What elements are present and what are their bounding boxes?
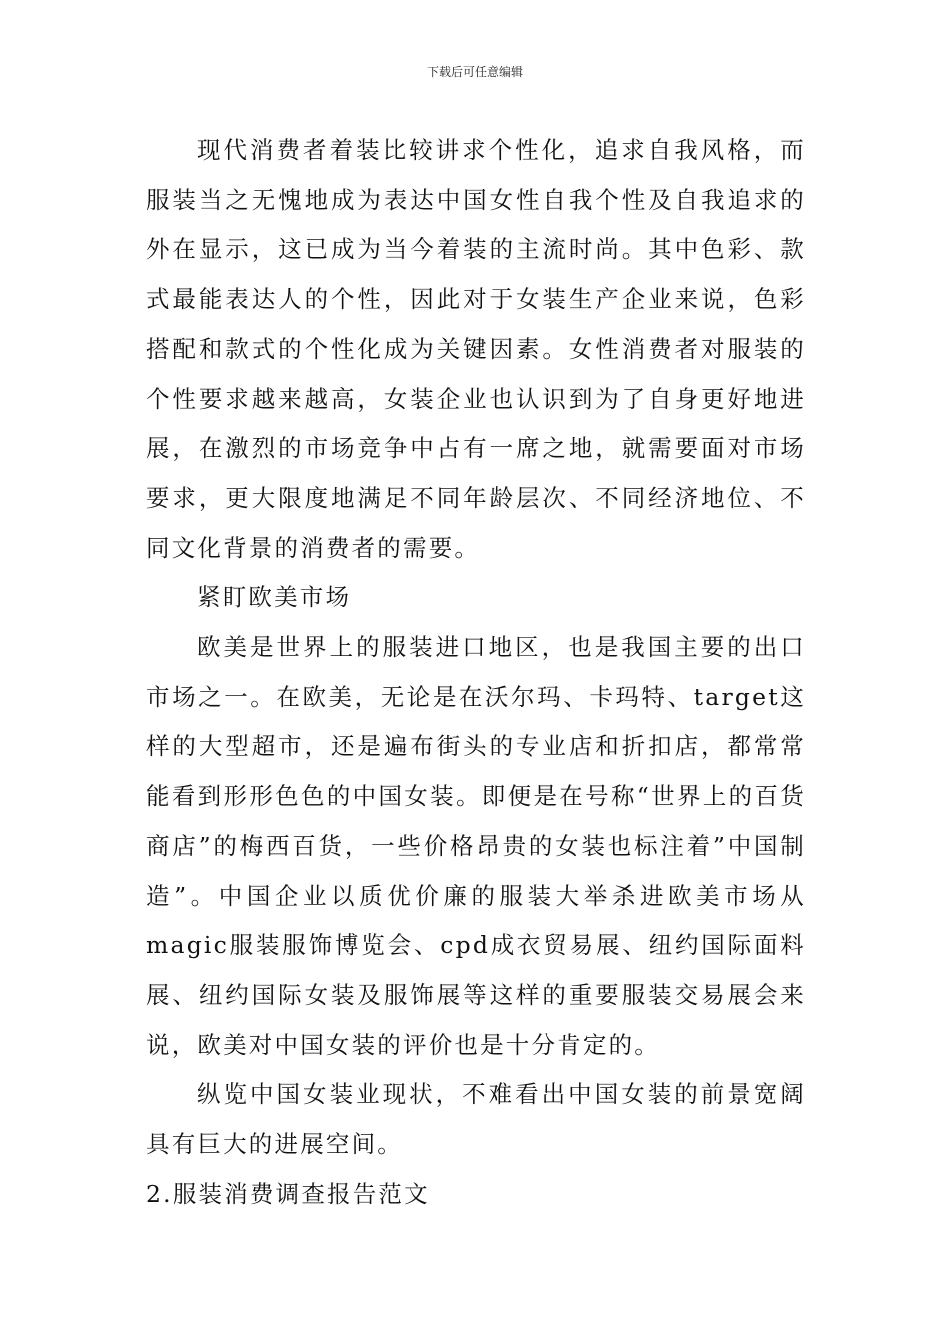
section-heading-survey-report: 2.服装消费调查报告范文 — [146, 1179, 430, 1208]
paragraph-consumer-personalization: 现代消费者着装比较讲求个性化，追求自我风格，而服装当之无愧地成为表达中国女性自我个性及自我追求的外在显示，这已成为当今着装的主流时尚。其中色彩、款式最能表达人的个性，因此对于女装生产企业来说，色彩搭配和款式的个性化成为关键因素。女性消费者对服装的个性要求越来越高，女装企业也认识到为了自身更好地进展，在激烈的市场竞争中占有一席之地，就需要面对市场要求，更大限度地满足不同年龄层次、不同经济地位、不同文化背景的消费者的需要。 — [146, 136, 806, 562]
document-body — [146, 126, 806, 1219]
paragraph-outlook: 纵览中国女装业现状，不难看出中国女装的前景宽阔具有巨大的进展空间。 — [146, 1080, 806, 1159]
section-heading-europe-us-market: 紧盯欧美市场 — [197, 583, 352, 612]
paragraph-europe-us-market: 欧美是世界上的服装进口地区，也是我国主要的出口市场之一。在欧美，无论是在沃尔玛、卡玛特、target这样的大型超市，还是遍布街头的专业店和折扣店，都常常能看到形形色色的中国女装。即便是在号称“世界上的百货商店”的梅西百货，一些价格昂贵的女装也标注着”中国制造”。中国企业以质优价廉的服装大举杀进欧美市场从magic服装服饰博览会、cpd成衣贸易展、纽约国际面料展、纽约国际女装及服饰展等这样的重要服装交易展会来说，欧美对中国女装的评价也是十分肯定的。 — [146, 633, 806, 1059]
page-header-note: 下载后可任意编辑 — [426, 65, 523, 79]
